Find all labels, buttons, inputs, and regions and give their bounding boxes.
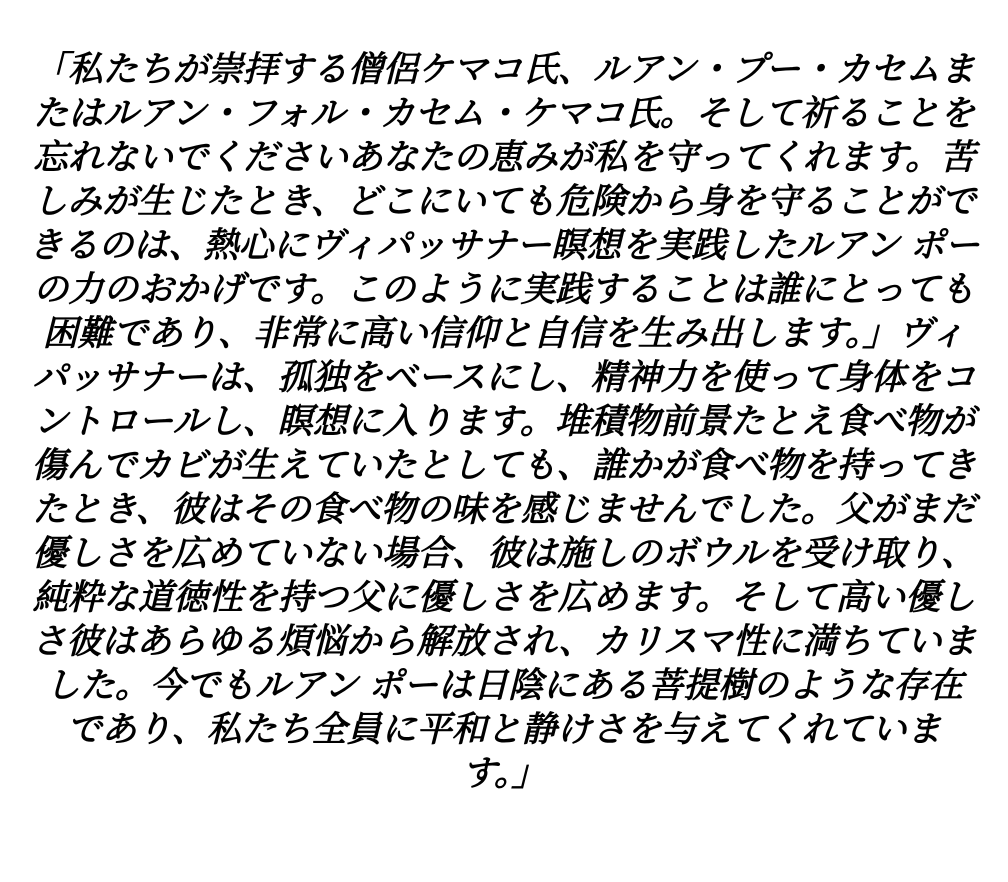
text-line: たはルアン・フォル・カセム・ケマコ氏。そして祈ることを xyxy=(33,94,975,133)
text-line: す。」 xyxy=(461,754,547,793)
text-line: 純粋な道徳性を持つ父に優しさを広めます。そして高い優し xyxy=(32,578,976,617)
text-line: ントロールし、瞑想に入ります。堆積物前景たとえ食べ物が xyxy=(33,402,975,441)
text-line: した。今でもルアン ポーは日陰にある菩提樹のような存在 xyxy=(44,666,964,705)
text-line: さ彼はあらゆる煩悩から解放され、カリスマ性に満ちていま xyxy=(31,622,977,661)
text-line: パッサナーは、孤独をベースにし、精神力を使って身体をコ xyxy=(32,358,976,397)
text-line: であり、私たち全員に平和と静けさを与えてくれていま xyxy=(66,710,942,749)
text-line: たとき、彼はその食べ物の味を感じませんでした。父がまだ xyxy=(32,490,976,529)
text-line: の力のおかげです。このように実践することは誰にとっても xyxy=(33,270,975,309)
text-line: 忘れないでくださいあなたの恵みが私を守ってくれます。苦 xyxy=(32,138,976,177)
text-line: 「私たちが崇拝する僧侶ケマコ氏、ルアン・プー・カセムま xyxy=(32,50,976,89)
text-line: きるのは、熱心にヴィパッサナー瞑想を実践したルアン ポー xyxy=(28,226,980,265)
text-line: 困難であり、非常に高い信仰と自信を生み出します。」ヴィ xyxy=(42,314,966,353)
text-line: しみが生じたとき、どこにいても危険から身を守ることがで xyxy=(32,182,976,221)
text-line: 傷んでカビが生えていたとしても、誰かが食べ物を持ってき xyxy=(31,446,977,485)
text-line: 優しさを広めていない場合、彼は施しのボウルを受け取り、 xyxy=(32,534,976,573)
